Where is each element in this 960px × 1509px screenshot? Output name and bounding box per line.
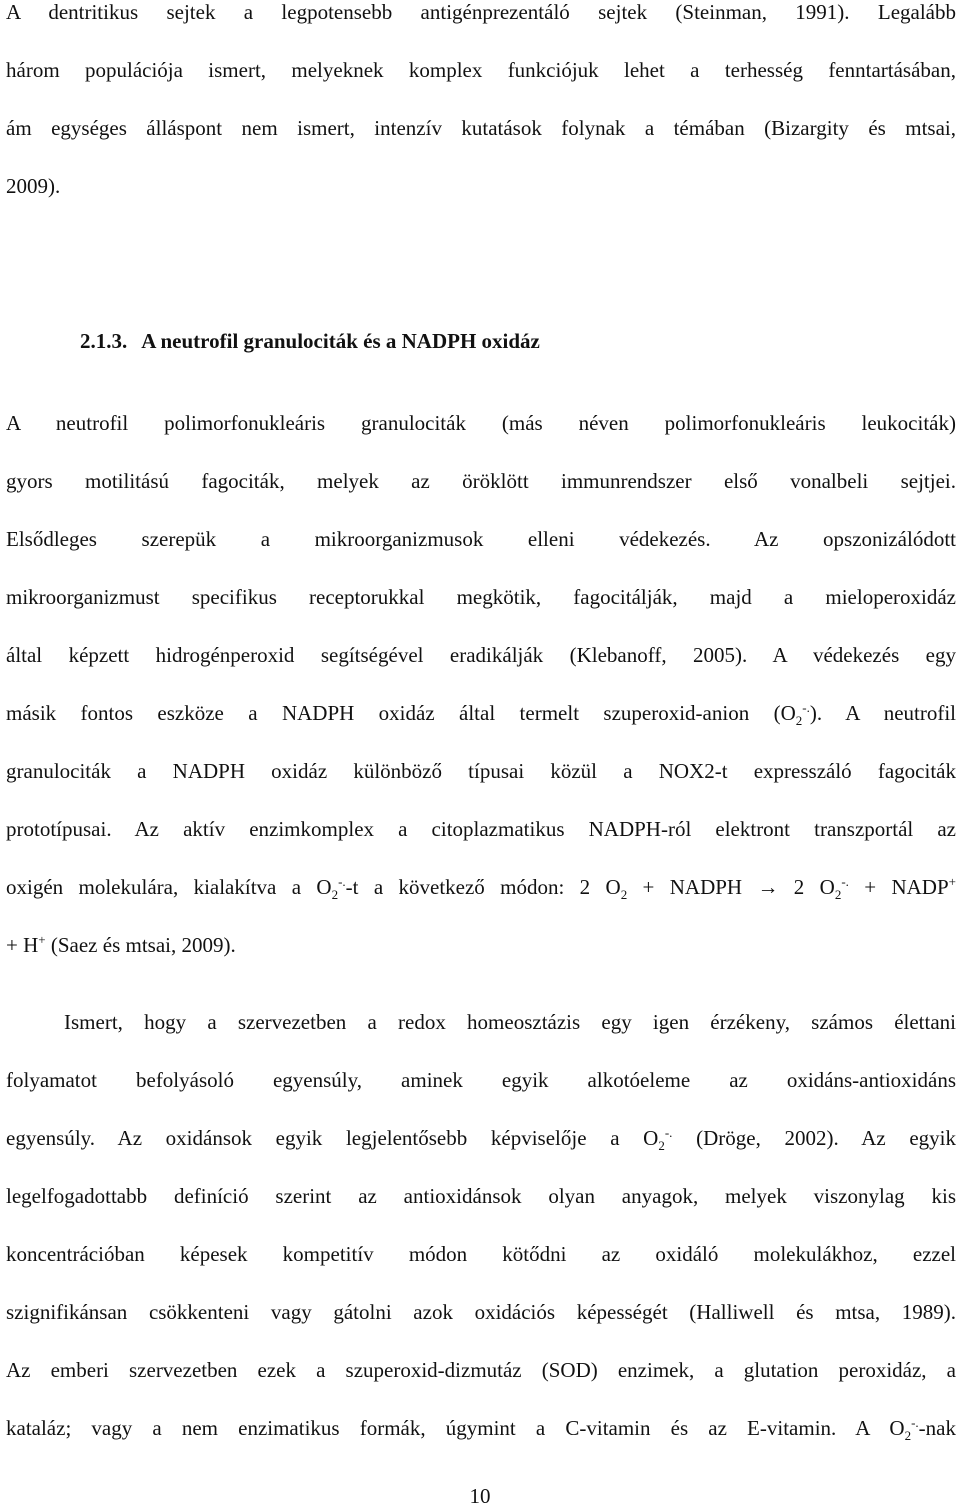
superscript: -. (911, 1415, 919, 1430)
subscript: 2 (658, 1138, 665, 1154)
text-segment: ). A neutrofil (809, 701, 957, 725)
text-line: A dentritikus sejtek a legpotensebb antigénprezentáló sejtek (Steinman, 1991). Legalább (6, 0, 956, 24)
text-segment: oxigén molekulára, kialakítva a O (6, 875, 332, 899)
section-title: A neutrofil granulociták és a NADPH oxidáz (141, 329, 540, 353)
text-segment: másik fontos eszköze a NADPH oxidáz által termelt szuperoxid-anion (O (6, 701, 796, 725)
subscript: 2 (904, 1428, 912, 1444)
paragraph-redox-homeostasis (6, 993, 956, 1457)
text-line: folyamatot befolyásoló egyensúly, aminek egyik alkotóeleme az oxidáns-antioxidáns (6, 1068, 956, 1092)
text-segment: -t a következő módon: 2 O (345, 875, 621, 899)
text-line: Ismert, hogy a szervezetben a redox homeosztázis egy igen érzékeny, számos élettani (64, 1010, 956, 1034)
text-segment: (Saez és mtsai, 2009). (45, 933, 236, 957)
page-number: 10 (469, 1484, 491, 1508)
text-line: Elsődleges szerepük a mikroorganizmusok elleni védekezés. Az opszonizálódott (6, 527, 956, 551)
subscript: 2 (331, 887, 339, 903)
superscript: -. (664, 1125, 673, 1140)
text-line: koncentrációban képesek kompetitív módon kötődni az oxidáló molekulákhoz, ezzel (6, 1242, 956, 1266)
text-line (6, 1399, 956, 1457)
text-segment: egyensúly. Az oxidánsok egyik legjelentősebb képviselője a O (6, 1126, 659, 1150)
text-segment: + NADP (848, 875, 949, 899)
paragraph-neutrophils (6, 394, 956, 974)
text-line: Az emberi szervezetben ezek a szuperoxid-dizmutáz (SOD) enzimek, a glutation peroxidáz, a (6, 1358, 956, 1382)
text-segment: (Dröge, 2002). Az egyik (672, 1126, 956, 1150)
subscript: 2 (834, 887, 842, 903)
superscript: -. (338, 874, 346, 889)
text-line (6, 1109, 956, 1167)
superscript: + (38, 932, 46, 947)
subscript: 2 (620, 887, 628, 903)
text-line (6, 858, 956, 916)
text-line: granulociták a NADPH oxidáz különböző típusai közül a NOX2-t expresszáló fagociták (6, 759, 956, 783)
text-line: három populációja ismert, melyeknek komplex funkciójuk lehet a terhesség fenntartásában, (6, 58, 956, 82)
text-segment: + NADPH → 2 O (627, 875, 835, 899)
text-line: gyors motilitású fagociták, melyek az öröklött immunrendszer első vonalbeli sejtjei. (6, 469, 956, 493)
text-line: A neutrofil polimorfonukleáris granulociták (más néven polimorfonukleáris leukociták) (6, 411, 956, 435)
text-line: szignifikánsan csökkenteni vagy gátolni azok oxidációs képességét (Halliwell és mtsa, 1989). (6, 1300, 956, 1324)
superscript: -. (802, 700, 810, 715)
text-line: legelfogadottabb definíció szerint az antioxidánsok olyan anyagok, melyek viszonylag kis (6, 1184, 956, 1208)
section-heading (80, 321, 540, 361)
text-segment: kataláz; vagy a nem enzimatikus formák, úgymint a C-vitamin és az E-vitamin. A O (6, 1416, 905, 1440)
text-line: által képzett hidrogénperoxid segítségével eradikálják (Klebanoff, 2005). A védekezés egy (6, 643, 956, 667)
text-line: 2009). (6, 174, 61, 198)
subscript: 2 (795, 713, 803, 729)
superscript: -. (841, 874, 849, 889)
text-segment: + H (6, 933, 39, 957)
text-segment: -nak (918, 1416, 956, 1440)
section-number: 2.1.3. (80, 329, 128, 353)
superscript: + (948, 874, 956, 889)
paragraph-dendritic-cells (6, 0, 956, 215)
text-line (6, 684, 956, 742)
text-line: prototípusai. Az aktív enzimkomplex a citoplazmatikus NADPH-ról elektront transzportál az (6, 817, 956, 841)
text-line: ám egységes álláspont nem ismert, intenzív kutatások folynak a témában (Bizargity és mtsai, (6, 116, 956, 140)
text-line: mikroorganizmust specifikus receptorukkal megkötik, fagocitálják, majd a mieloperoxidáz (6, 585, 956, 609)
text-line (6, 916, 956, 974)
